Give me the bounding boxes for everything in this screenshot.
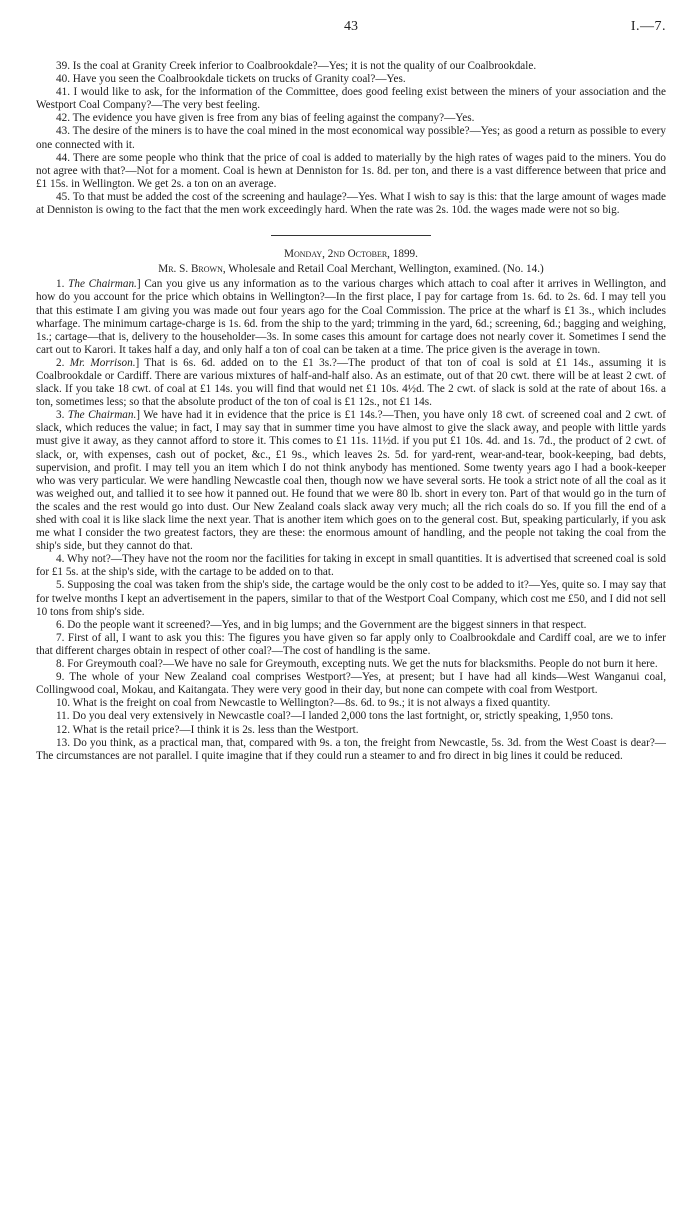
paragraph-q1: 1. The Chairman.] Can you give us any information as to the various charges which attach to coal after it arrives in Wellington, and how do you account for the price which obtains in Wellington?—In the first place, I pay for cartage from 1s. 6d. to 2s. 6d. I may tell you that this estimate I am giving you was made out four years ago for the Coal Commission. The price at the wharf is £1 3s., which includes wharfage. The minimum cartage-charge is 1s. 6d. from the ship to the yard; trimming in the yard, 6d.; screening, 6d.; bagging and weighing, 1s.; cartage—that is, delivery to the householder—3s. In some cases this amount for cartage does not nearly cover it. Sometimes I send the cart out to Karori. It takes half a day, and only half a ton of coal can be taken at a time. The price given is the average in town. — [36, 278, 667, 356]
paragraph-q6: 6. Do the people want it screened?—Yes, and in big lumps; and the Government are the biggest sinners in that respect. — [56, 618, 587, 631]
paragraph-q11: 11. Do you deal very extensively in Newcastle coal?—I landed 2,000 tons the last fortnight, or, strictly speaking, 1,950 tons. — [56, 710, 614, 723]
paragraph-q5: 5. Supposing the coal was taken from the ship's side, the cartage would be the only cost to be added to it?—Yes, quite so. I may say that for twelve months I kept an advertisement in the papers, similar to that of the Westport Coal Company, which cost me £50, and I did not sell 10 tons from ship's side. — [36, 579, 666, 618]
q1-text: Can you give us any information as to the various charges which attach to coal after it arrives in Wellington, and how do you account for the price which obtains in Wellington?—In the first place, I pay for cartage from 1s. 6d. to 2s. 6d. I may tell you that this estimate I am giving you was made out four years ago for the Coal Commission. The price at the wharf is £1 3s., which includes wharfage. The minimum cartage-charge is 1s. 6d. from the ship to the yard; trimming in the yard, 6d.; screening, 6d.; bagging and weighing, 1s.; cartage—that is, delivery to the householder—3s. In some cases this amount for cartage does not nearly cover it. Sometimes I send the cart out to Karori. It takes half a day, and only half a ton of coal can be taken at a time. The price given is the average in town. — [36, 278, 667, 356]
paragraph-q4: 4. Why not?—They have not the room nor the facilities for taking in except in small quantities. It is advertised that screened coal is sold for £1 5s. at the ship's side, with the cartage to be added on to that. — [36, 553, 666, 579]
paragraph-q8: 8. For Greymouth coal?—We have no sale for Greymouth, excepting nuts. We get the nuts for blacksmiths. People do not burn it here. — [56, 658, 658, 671]
paragraph-q9: 9. The whole of your New Zealand coal comprises Westport?—Yes, at present; but I have had all kinds—West Wanganui coal, Collingwood coal, Mokau, and Kaitangata. They were very good in their day, but none can compete with coal from Westport. — [36, 671, 666, 697]
section-divider — [271, 235, 431, 236]
paragraph-q40: 40. Have you seen the Coalbrookdale tickets on trucks of Granity coal?—Yes. — [56, 73, 406, 86]
paragraph-q41: 41. I would like to ask, for the information of the Committee, does good feeling exist between the miners of your association and the Westport Coal Company?—The very best feeling. — [36, 86, 666, 112]
witness-description: Wholesale and Retail Coal Merchant, Wellington, examined. — [228, 263, 501, 276]
page-body — [36, 60, 666, 763]
paragraph-q3: 3. The Chairman.] We have had it in evidence that the price is £1 14s.?—Then, you have only 18 cwt. of screened coal and 2 cwt. of slack, which reduces the value; in fact, I may say that in summer time you have almost to give the slack away, and people with little yards must give it away, as they cannot afford to store it. This comes to £1 11s. 11½d. if you put £1 10s. 4d. and 1s. 7d., the product of 2 cwt. of slack, or, with expenses, cash out of pocket, &c., £1 9s., which leaves 2s. 5d. for yard-rent, wear-and-tear, book-keeping, bad debts, supervision, and profit. I may tell you an item which I do not think anybody has mentioned. Some twenty years ago I had a book-keeper who was very particular. We were handling Newcastle coal then, though now we have several sorts. He took a strict note of all the coal as it was weighed out, and tallied it to see how it panned out. He found that we were 80 lb. short in every ton. Part of that would go in the turn of the scales and the rest would go into dust. Our New Zealand coals slack away very much; all the rich coals do so. If you fill the end of a shed with coal it is like slack lime the next year. That is another item which goes on to the general cost. But, speaking particularly, if you ask me what I consider the two greatest factors, they are these: the enormous amount of handling, and the people not taking the coal from the ship's side, but they cannot do that. — [36, 409, 666, 553]
paragraph-q13: 13. Do you think, as a practical man, that, compared with 9s. a ton, the freight from Newcastle, 5s. 3d. from the West Coast is dear?—The circumstances are not parallel. I quite imagine that if they could run a steamer to and fro direct in big lines it could be reduced. — [36, 736, 666, 762]
paragraph-q2: 2. Mr. Morrison.] That is 6s. 6d. added on to the £1 3s.?—The product of that ton of coal is sold at £1 14s., assuming it is Coalbrookdale or Cardiff. There are various mixtures of half-and-half also. As an estimate, out of that 20 cwt. there will be at least 2 cwt. of slack. If you take 18 cwt. of coal at £1 14s. you will find that would net £1 10s. 4½d. The 2 cwt. of slack is sold at the rate of about 16s. a ton, sometimes less; so that the absolute product of the ton of coal is £1 12s., not £1 14s. — [36, 356, 666, 409]
paragraph-q45: 45. To that must be added the cost of the screening and haulage?—Yes. What I wish to say is this: that the large amount of wages made at Denniston is owing to the fact that the men work exceedingly hard. When the rate was 2s. 10d. the wages made were not so big. — [36, 190, 666, 217]
session-date: Monday, 2nd October, 1899. — [284, 248, 418, 261]
paragraph-q12: 12. What is the retail price?—I think it is 2s. less than the Westport. — [56, 723, 359, 736]
paragraph-q10: 10. What is the freight on coal from Newcastle to Wellington?—8s. 6d. to 9s.; it is not always a fixed quantity. — [56, 697, 551, 710]
speaker-chairman-2: The Chairman. — [67, 409, 137, 422]
witness-name: Mr. S. Brown, — [158, 263, 226, 276]
speaker-morrison: Mr. Morrison. — [69, 356, 136, 369]
paragraph-q44: 44. There are some people who think that the price of coal is added to materially by the high rates of wages paid to the miners. You do not agree with that?—Not for a moment. Coal is hewn at Denniston for 1s. 8d. per ton, and there is a vast difference between that price and £1 15s. in Wellington. We get 2s. a ton on an average. — [36, 151, 666, 190]
paragraph-q43: 43. The desire of the miners is to have the coal mined in the most economical way possible?—Yes; as good a return as possible to every one connected with it. — [36, 125, 666, 151]
q2-text: That is 6s. 6d. added on to the £1 3s.?—The product of that ton of coal is sold at £1 14s., assuming it is Coalbrookdale or Cardiff. There are various mixtures of half-and-half also. As an estimate, out of that 20 cwt. there will be at least 2 cwt. of slack. If you take 18 cwt. of coal at £1 14s. you will find that would net £1 10s. 4½d. The 2 cwt. of slack is sold at the rate of about 16s. a ton, sometimes less; so that the absolute product of the ton of coal is £1 12s., not £1 14s. — [36, 356, 666, 409]
document-reference: I.—7. — [630, 19, 666, 34]
page-header — [36, 20, 666, 38]
speaker-chairman: The Chairman. — [68, 278, 137, 291]
witness-heading — [36, 263, 666, 276]
witness-number: (No. 14.) — [503, 263, 544, 276]
page-number: 43 — [344, 19, 358, 34]
paragraph-q39: 39. Is the coal at Granity Creek inferior to Coalbrookdale?—Yes; it is not the quality of our Coalbrookdale. — [56, 60, 537, 72]
q3-text: We have had it in evidence that the price is £1 14s.?—Then, you have only 18 cwt. of screened coal and 2 cwt. of slack, which reduces the value; in fact, I may say that in summer time you have almost to give the slack away, and people with little yards must give it away, as they cannot afford to store it. This comes to £1 11s. 11½d. if you put £1 10s. 4d. and 1s. 7d., the product of 2 cwt. of slack, or, with expenses, cash out of pocket, &c., £1 9s., which leaves 2s. 5d. for yard-rent, wear-and-tear, book-keeping, bad debts, supervision, and profit. I may tell you an item which I do not think anybody has mentioned. Some twenty years ago I had a book-keeper who was very particular. We were handling Newcastle coal then, though now we have several sorts. He took a strict note of all the coal as it was weighed out, and tallied it to see how it panned out. He found that we were 80 lb. short in every ton. Part of that would go in the turn of the scales and the rest would go into dust. Our New Zealand coals slack away very much; all the rich coals do so. If you fill the end of a shed with coal it is like slack lime the next year. That is another item which goes on to the general cost. But, speaking particularly, if you ask me what I consider the two greatest factors, they are these: the enormous amount of handling, and the people not taking the coal from the ship's side, but they cannot do that. — [36, 409, 666, 553]
paragraph-q42: 42. The evidence you have given is free from any bias of feeling against the company?—Yes. — [56, 112, 475, 125]
paragraph-q7: 7. First of all, I want to ask you this: The figures you have given so far apply only to Coalbrookdale and Cardiff coal, are we to infer that different charges obtain in respect of other coal?—The cost of handling is the same. — [36, 631, 666, 657]
